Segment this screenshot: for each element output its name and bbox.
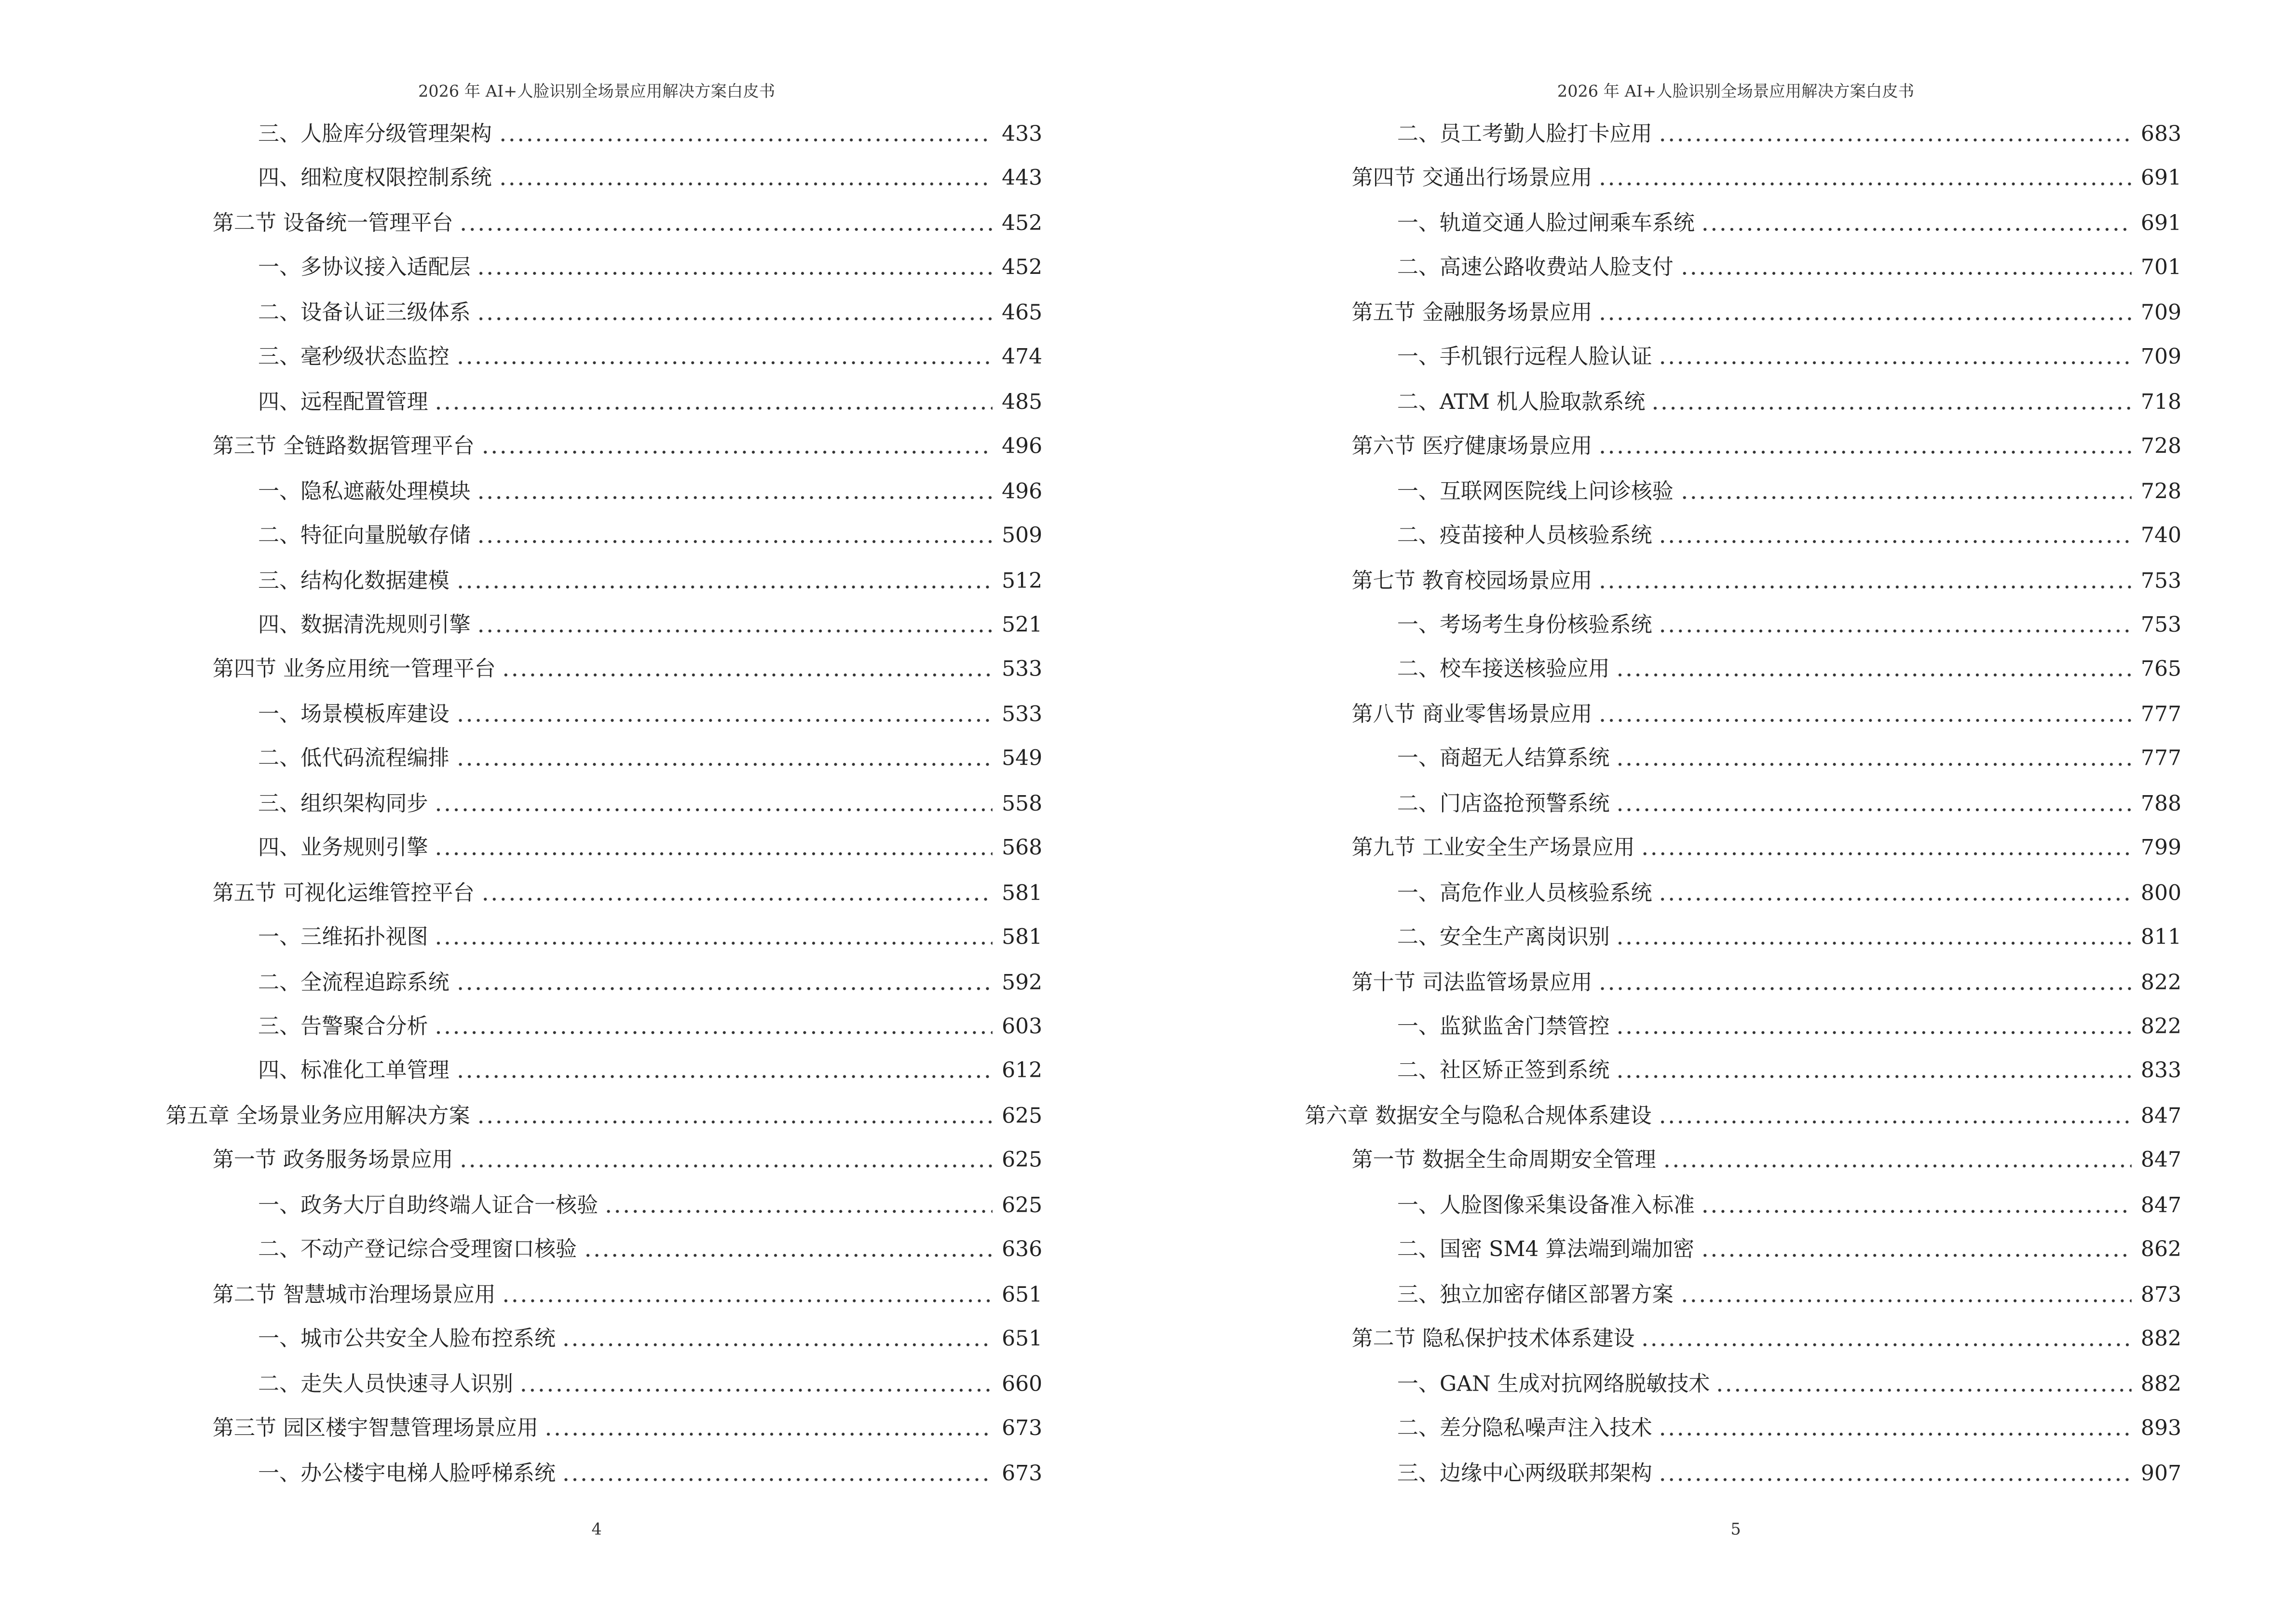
toc-entry-page: 847 xyxy=(2140,1194,2182,1218)
toc-entry-page: 581 xyxy=(1002,926,1043,950)
dot-leader xyxy=(1616,1075,2132,1079)
toc-entry[interactable] xyxy=(1352,1144,2181,1179)
toc-entry-title: 二、走失人员快速寻人识别 xyxy=(258,1372,513,1396)
toc-entry-title: 一、手机银行远程人脸认证 xyxy=(1397,346,1652,370)
toc-entry-page: 452 xyxy=(1002,257,1043,281)
toc-entry-title: 第二节 智慧城市治理场景应用 xyxy=(212,1283,496,1307)
toc-entry[interactable] xyxy=(258,385,1042,420)
dot-leader xyxy=(502,1298,993,1302)
toc-entry[interactable] xyxy=(213,876,1042,911)
toc-entry-title: 第六章 数据安全与隐私合规体系建设 xyxy=(1305,1105,1652,1129)
toc-entry-page: 753 xyxy=(2140,569,2182,593)
toc-entry-title: 二、门店盗抢预警系统 xyxy=(1397,792,1610,816)
toc-entry-page: 800 xyxy=(2140,881,2182,906)
toc-entry-title: 三、毫秒级状态监控 xyxy=(258,346,449,370)
dot-leader xyxy=(455,718,993,722)
dot-leader xyxy=(1701,227,2132,231)
toc-entry-page: 753 xyxy=(2140,614,2182,638)
dot-leader xyxy=(561,1476,993,1481)
toc-entry[interactable] xyxy=(1352,965,2181,1001)
toc-entry-title: 二、校车接送核验应用 xyxy=(1397,659,1610,682)
toc-entry-page: 673 xyxy=(1002,1417,1043,1441)
toc-entry-title: 三、结构化数据建模 xyxy=(258,569,449,593)
running-header: 2026 年 AI+人脸识别全场景应用解决方案白皮书 xyxy=(1557,82,1915,101)
toc-entry-title: 一、三维拓扑视图 xyxy=(258,926,428,950)
toc-entry[interactable] xyxy=(258,117,1042,152)
toc-entry-page: 603 xyxy=(1002,1015,1043,1040)
dot-leader xyxy=(476,316,993,321)
dot-leader xyxy=(455,763,993,767)
dot-leader xyxy=(459,227,993,231)
toc-entry-title: 二、差分隐私噪声注入技术 xyxy=(1397,1417,1652,1441)
toc-entry[interactable] xyxy=(1397,340,2181,376)
toc-entry-page: 907 xyxy=(2140,1462,2182,1486)
toc-entry-page: 777 xyxy=(2140,703,2182,727)
toc-entry[interactable] xyxy=(213,1278,1042,1313)
toc-entry-page: 709 xyxy=(2140,301,2182,325)
toc-entry-page: 651 xyxy=(1002,1283,1043,1307)
toc-entry-page: 581 xyxy=(1002,881,1043,906)
toc-entry[interactable] xyxy=(258,608,1042,643)
dot-leader xyxy=(1662,1164,2132,1169)
toc-entry-page: 709 xyxy=(2140,346,2182,370)
toc-entry[interactable] xyxy=(1397,1367,2181,1402)
dot-leader xyxy=(1651,406,2132,410)
toc-entry-page: 833 xyxy=(2140,1060,2182,1084)
toc-entry-page: 691 xyxy=(2140,167,2182,191)
toc-entry-page: 847 xyxy=(2140,1105,2182,1129)
toc-entry-title: 二、设备认证三级体系 xyxy=(258,301,471,325)
toc-entry-title: 一、城市公共安全人脸布控系统 xyxy=(258,1328,556,1352)
toc-entry[interactable] xyxy=(1397,206,2181,242)
dot-leader xyxy=(434,807,993,812)
dot-leader xyxy=(455,361,993,365)
toc-entry[interactable] xyxy=(258,1233,1042,1268)
toc-entry-page: 533 xyxy=(1002,659,1043,682)
toc-entry[interactable] xyxy=(1397,876,2181,911)
toc-entry[interactable] xyxy=(258,742,1042,777)
dot-leader xyxy=(1616,807,2132,812)
toc-entry-page: 788 xyxy=(2140,792,2182,816)
dot-leader xyxy=(476,629,993,633)
dot-leader xyxy=(455,1075,993,1079)
toc-entry[interactable] xyxy=(1397,251,2181,286)
dot-leader xyxy=(544,1432,993,1436)
toc-entry[interactable] xyxy=(258,162,1042,197)
toc-entry[interactable] xyxy=(258,251,1042,286)
toc-entry-page: 625 xyxy=(1002,1150,1043,1173)
toc-entry[interactable] xyxy=(1352,564,2181,599)
toc-entry[interactable] xyxy=(1397,1278,2181,1313)
dot-leader xyxy=(604,1209,993,1213)
toc-entry[interactable] xyxy=(1397,1010,2181,1045)
toc-entry-page: 568 xyxy=(1002,837,1043,861)
toc-entry-title: 一、政务大厅自助终端人证合一核验 xyxy=(258,1194,599,1218)
toc-entry-page: 496 xyxy=(1002,435,1043,459)
toc-entry-title: 第五节 可视化运维管控平台 xyxy=(212,881,475,906)
dot-leader xyxy=(1716,1387,2132,1392)
toc-entry-title: 一、高危作业人员核验系统 xyxy=(1397,881,1652,906)
page-number: 4 xyxy=(591,1520,602,1539)
toc-entry-title: 第五节 金融服务场景应用 xyxy=(1351,301,1593,325)
dot-leader xyxy=(1616,763,2132,767)
toc-entry-title: 第三节 园区楼宇智慧管理场景应用 xyxy=(212,1417,538,1441)
toc-entry-page: 509 xyxy=(1002,525,1043,548)
toc-entry-page: 882 xyxy=(2140,1328,2182,1352)
dot-leader xyxy=(502,673,993,677)
toc-entry-title: 四、数据清洗规则引擎 xyxy=(258,614,471,638)
toc-entry[interactable] xyxy=(213,430,1042,465)
dot-leader xyxy=(480,896,993,901)
dot-leader xyxy=(1598,316,2132,321)
toc-entry-page: 691 xyxy=(2140,212,2182,236)
toc-entry[interactable] xyxy=(258,1367,1042,1402)
dot-leader xyxy=(1701,1209,2132,1213)
dot-leader xyxy=(1700,1254,2132,1258)
toc-entry-title: 第四节 业务应用统一管理平台 xyxy=(212,659,496,682)
toc-entry[interactable] xyxy=(258,697,1042,732)
toc-entry-title: 一、互联网医院线上问诊核验 xyxy=(1397,480,1674,504)
toc-entry-page: 636 xyxy=(1002,1239,1043,1262)
toc-entry[interactable] xyxy=(1397,1055,2181,1090)
dot-leader xyxy=(1598,718,2132,722)
dot-leader xyxy=(476,1120,993,1124)
toc-entry-page: 683 xyxy=(2140,123,2182,147)
toc-entry-title: 二、全流程追踪系统 xyxy=(258,971,449,995)
toc-entry-page: 822 xyxy=(2140,1015,2182,1040)
toc-entry[interactable] xyxy=(1305,1099,2181,1134)
toc-entry-title: 第四节 交通出行场景应用 xyxy=(1351,167,1593,191)
toc-entry-title: 三、告警聚合分析 xyxy=(258,1015,428,1040)
toc-entry[interactable] xyxy=(258,787,1042,822)
toc-entry[interactable] xyxy=(213,206,1042,242)
toc-entry-title: 三、边缘中心两级联邦架构 xyxy=(1397,1462,1652,1486)
dot-leader xyxy=(498,138,993,142)
toc-entry-page: 651 xyxy=(1002,1328,1043,1352)
toc-entry[interactable] xyxy=(1397,1456,2181,1491)
dot-leader xyxy=(519,1387,993,1392)
dot-leader xyxy=(434,1030,993,1035)
toc-entry-title: 第二节 隐私保护技术体系建设 xyxy=(1351,1328,1635,1352)
toc-entry[interactable] xyxy=(258,965,1042,1001)
toc-entry-page: 740 xyxy=(2140,525,2182,548)
toc-entry[interactable] xyxy=(1397,117,2181,152)
toc-entry-page: 625 xyxy=(1002,1105,1043,1129)
toc-entry-title: 第九节 工业安全生产场景应用 xyxy=(1351,837,1635,861)
toc-entry[interactable] xyxy=(1352,1322,2181,1357)
toc-entry[interactable] xyxy=(258,1456,1042,1491)
toc-entry[interactable] xyxy=(213,1411,1042,1447)
toc-entry[interactable] xyxy=(1397,474,2181,510)
toc-entry-page: 728 xyxy=(2140,435,2182,459)
toc-entry[interactable] xyxy=(1397,742,2181,777)
toc-entry-page: 433 xyxy=(1002,123,1043,147)
toc-entry-page: 512 xyxy=(1002,569,1043,593)
toc-entry-page: 592 xyxy=(1002,971,1043,995)
toc-entry[interactable] xyxy=(213,1144,1042,1179)
toc-entry-page: 799 xyxy=(2140,837,2182,861)
toc-entry-title: 二、特征向量脱敏存储 xyxy=(258,525,471,548)
toc-entry[interactable] xyxy=(258,296,1042,331)
toc-entry-page: 496 xyxy=(1002,480,1043,504)
toc-entry[interactable] xyxy=(258,1010,1042,1045)
dot-leader xyxy=(476,540,993,544)
toc-entry-page: 612 xyxy=(1002,1060,1043,1084)
toc-entry-title: 一、商超无人结算系统 xyxy=(1397,748,1610,771)
toc-entry[interactable] xyxy=(258,1322,1042,1357)
toc-entry-page: 465 xyxy=(1002,301,1043,325)
toc-entry-title: 第七节 教育校园场景应用 xyxy=(1351,569,1593,593)
toc-entry-title: 第二节 设备统一管理平台 xyxy=(212,212,453,236)
toc-entry-page: 728 xyxy=(2140,480,2182,504)
page-5 xyxy=(1139,0,2283,1624)
toc-entry[interactable] xyxy=(258,1055,1042,1090)
toc-entry-page: 873 xyxy=(2140,1283,2182,1307)
dot-leader xyxy=(1658,1120,2132,1124)
toc-entry[interactable] xyxy=(258,831,1042,866)
toc-entry-title: 三、独立加密存储区部署方案 xyxy=(1397,1283,1674,1307)
toc-entry[interactable] xyxy=(1397,1233,2181,1268)
toc-entry-title: 四、标准化工单管理 xyxy=(258,1060,449,1084)
toc-entry-page: 549 xyxy=(1002,748,1043,771)
toc-entry[interactable] xyxy=(1397,1411,2181,1447)
dot-leader xyxy=(1641,1343,2132,1347)
toc-entry-title: 一、人脸图像采集设备准入标准 xyxy=(1397,1194,1695,1218)
dot-leader xyxy=(1658,138,2132,142)
toc-entry-title: 第十节 司法监管场景应用 xyxy=(1351,971,1593,995)
toc-entry-title: 第三节 全链路数据管理平台 xyxy=(212,435,475,459)
toc-entry[interactable] xyxy=(258,564,1042,599)
dot-leader xyxy=(476,495,993,499)
toc-entry[interactable] xyxy=(1352,697,2181,732)
toc-entry-page: 452 xyxy=(1002,212,1043,236)
page-number: 5 xyxy=(1730,1520,1741,1539)
toc-entry-title: 一、轨道交通人脸过闸乘车系统 xyxy=(1397,212,1695,236)
toc-entry[interactable] xyxy=(1397,787,2181,822)
toc-entry[interactable] xyxy=(1352,162,2181,197)
toc-entry-page: 718 xyxy=(2140,391,2182,415)
dot-leader xyxy=(459,1164,993,1169)
toc-entry[interactable] xyxy=(258,474,1042,510)
toc-entry[interactable] xyxy=(1352,831,2181,866)
toc-entry-title: 一、监狱监舍门禁管控 xyxy=(1397,1015,1610,1040)
dot-leader xyxy=(455,584,993,588)
toc-entry-title: 二、低代码流程编排 xyxy=(258,748,449,771)
toc-entry-title: 二、不动产登记综合受理窗口核验 xyxy=(258,1239,577,1262)
dot-leader xyxy=(1658,1476,2132,1481)
toc-entry-page: 443 xyxy=(1002,167,1043,191)
toc-entry-title: 第六节 医疗健康场景应用 xyxy=(1351,435,1593,459)
toc-entry-title: 一、场景模板库建设 xyxy=(258,703,449,727)
dot-leader xyxy=(1616,673,2132,677)
toc-entry[interactable] xyxy=(1397,385,2181,420)
toc-entry-title: 四、业务规则引擎 xyxy=(258,837,428,861)
toc-entry-title: 一、考场考生身份核验系统 xyxy=(1397,614,1652,638)
dot-leader xyxy=(1658,629,2132,633)
toc-entry-title: 一、隐私遮蔽处理模块 xyxy=(258,480,471,504)
dot-leader xyxy=(434,406,993,410)
toc-entry-page: 521 xyxy=(1002,614,1043,638)
toc-entry-page: 862 xyxy=(2140,1239,2182,1262)
toc-entry[interactable] xyxy=(258,519,1042,554)
toc-entry-page: 673 xyxy=(1002,1462,1043,1486)
toc-entry[interactable] xyxy=(258,340,1042,376)
toc-entry-title: 一、办公楼宇电梯人脸呼梯系统 xyxy=(258,1462,556,1486)
dot-leader xyxy=(1598,986,2132,990)
toc-entry-page: 625 xyxy=(1002,1194,1043,1218)
toc-entry-title: 二、员工考勤人脸打卡应用 xyxy=(1397,123,1652,147)
toc-entry[interactable] xyxy=(213,653,1042,688)
dot-leader xyxy=(455,986,993,990)
toc-entry-title: 二、ATM 机人脸取款系统 xyxy=(1397,391,1646,415)
toc-entry-title: 三、人脸库分级管理架构 xyxy=(258,123,492,147)
toc-entry-page: 533 xyxy=(1002,703,1043,727)
dot-leader xyxy=(480,450,993,455)
running-header: 2026 年 AI+人脸识别全场景应用解决方案白皮书 xyxy=(418,82,776,101)
toc-entry-title: 第一节 政务服务场景应用 xyxy=(212,1150,453,1173)
toc-entry-page: 701 xyxy=(2140,257,2182,281)
toc-entry-page: 847 xyxy=(2140,1150,2182,1173)
toc-entry-title: 四、远程配置管理 xyxy=(258,391,428,415)
toc-entry-page: 558 xyxy=(1002,792,1043,816)
toc-entry[interactable] xyxy=(165,1099,1042,1134)
toc-entry-title: 第八节 商业零售场景应用 xyxy=(1351,703,1593,727)
dot-leader xyxy=(1616,1030,2132,1035)
toc-entry-title: 一、多协议接入适配层 xyxy=(258,257,471,281)
dot-leader xyxy=(498,182,993,187)
toc-entry-page: 811 xyxy=(2140,926,2182,950)
toc-entry[interactable] xyxy=(1352,296,2181,331)
toc-entry[interactable] xyxy=(1397,1189,2181,1224)
toc-entry-page: 777 xyxy=(2140,748,2182,771)
toc-entry-page: 882 xyxy=(2140,1372,2182,1396)
dot-leader xyxy=(1598,450,2132,455)
toc-entry[interactable] xyxy=(1397,608,2181,643)
dot-leader xyxy=(1658,896,2132,901)
dot-leader xyxy=(1658,1432,2132,1436)
toc-entry-title: 第五章 全场景业务应用解决方案 xyxy=(165,1105,470,1129)
toc-entry-title: 四、细粒度权限控制系统 xyxy=(258,167,492,191)
dot-leader xyxy=(561,1343,993,1347)
dot-leader xyxy=(1679,495,2132,499)
toc-entry-page: 893 xyxy=(2140,1417,2182,1441)
toc-entry-title: 三、组织架构同步 xyxy=(258,792,428,816)
toc-entry-title: 一、GAN 生成对抗网络脱敏技术 xyxy=(1397,1372,1710,1396)
dot-leader xyxy=(1641,852,2132,856)
dot-leader xyxy=(1658,540,2132,544)
dot-leader xyxy=(1679,271,2132,276)
dot-leader xyxy=(476,271,993,276)
toc-entry-title: 第一节 数据全生命周期安全管理 xyxy=(1351,1150,1656,1173)
toc-entry[interactable] xyxy=(1397,920,2181,956)
dot-leader xyxy=(434,852,993,856)
dot-leader xyxy=(1598,584,2132,588)
dot-leader xyxy=(1598,182,2132,187)
toc-entry[interactable] xyxy=(258,920,1042,956)
dot-leader xyxy=(434,941,993,946)
toc-entry[interactable] xyxy=(1397,519,2181,554)
toc-entry-title: 二、疫苗接种人员核验系统 xyxy=(1397,525,1652,548)
toc-entry[interactable] xyxy=(258,1189,1042,1224)
toc-entry[interactable] xyxy=(1397,653,2181,688)
dot-leader xyxy=(1679,1298,2132,1302)
toc-entry-title: 二、社区矫正签到系统 xyxy=(1397,1060,1610,1084)
toc-entry-page: 765 xyxy=(2140,659,2182,682)
toc-entry[interactable] xyxy=(1352,430,2181,465)
toc-entry-page: 474 xyxy=(1002,346,1043,370)
toc-entry-title: 二、国密 SM4 算法端到端加密 xyxy=(1397,1239,1695,1262)
toc-entry-page: 822 xyxy=(2140,971,2182,995)
dot-leader xyxy=(1658,361,2132,365)
toc-entry-page: 485 xyxy=(1002,391,1043,415)
toc-entry-title: 二、安全生产离岗识别 xyxy=(1397,926,1610,950)
toc-entry-page: 660 xyxy=(1002,1372,1043,1396)
toc-entry-title: 二、高速公路收费站人脸支付 xyxy=(1397,257,1674,281)
dot-leader xyxy=(583,1254,993,1258)
dot-leader xyxy=(1616,941,2132,946)
